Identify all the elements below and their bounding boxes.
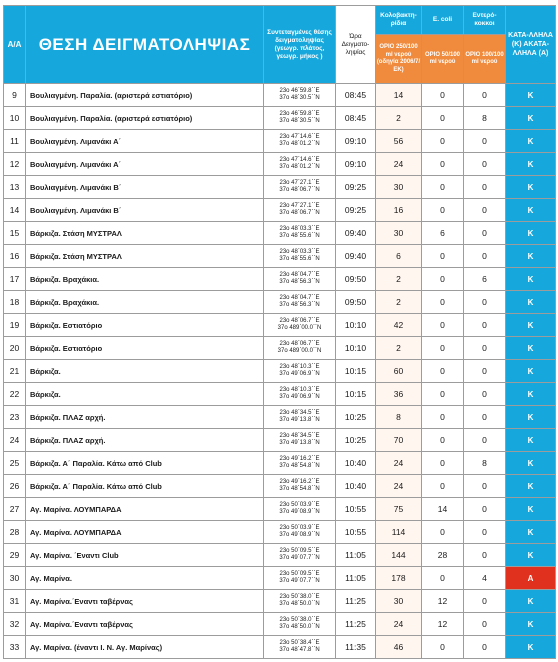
coordinate-latitude: 37o 48΄47.8΄΄N	[279, 647, 320, 653]
classification-badge: Κ	[506, 613, 556, 636]
row-number: 31	[4, 590, 26, 613]
sampling-time: 10:10	[336, 314, 376, 337]
ecoli-value: 0	[422, 107, 464, 130]
table-row	[4, 452, 556, 475]
sampling-location: Βάρκιζα. Α΄ Παραλία. Κάτω από Club	[26, 452, 264, 475]
coordinate-latitude: 37o 49΄06.9΄΄N	[279, 371, 320, 377]
table-row	[4, 291, 556, 314]
row-number: 26	[4, 475, 26, 498]
table-row	[4, 153, 556, 176]
enterococci-value: 0	[464, 360, 506, 383]
header-coliform-limit: ΟΡΙΟ 250/100 ml νερού (οδηγία 2006/7/ ΕΚ)	[376, 35, 422, 84]
ecoli-value: 28	[422, 544, 464, 567]
sampling-coordinates	[264, 153, 336, 176]
sampling-time: 11:05	[336, 567, 376, 590]
enterococci-value: 0	[464, 544, 506, 567]
coordinate-latitude: 37o 48΄01.2΄΄N	[279, 164, 320, 170]
table-row	[4, 337, 556, 360]
enterococci-value: 0	[464, 406, 506, 429]
sampling-coordinates	[264, 452, 336, 475]
coordinate-latitude: 37o 49΄13.8΄΄N	[279, 417, 320, 423]
classification-badge: Κ	[506, 636, 556, 659]
ecoli-value: 12	[422, 613, 464, 636]
sampling-location: Βάρκιζα. Βραχάκια.	[26, 291, 264, 314]
sampling-time: 09:10	[336, 130, 376, 153]
coordinate-latitude: 37o 489΄00.0΄΄N	[277, 348, 322, 354]
coordinate-longitude: 23o 48΄03.3΄΄E	[279, 249, 320, 255]
enterococci-value: 0	[464, 475, 506, 498]
sampling-location: Αγ. Μαρίνα. ΛΟΥΜΠΑΡΔΑ	[26, 521, 264, 544]
ecoli-value: 0	[422, 84, 464, 107]
enterococci-value: 6	[464, 268, 506, 291]
ecoli-value: 0	[422, 360, 464, 383]
coordinate-longitude: 23o 48΄06.7΄΄E	[279, 318, 320, 324]
coordinate-latitude: 37o 49΄13.8΄΄N	[279, 440, 320, 446]
classification-badge: Κ	[506, 544, 556, 567]
table-row	[4, 429, 556, 452]
coordinate-longitude: 23o 46΄59.8΄΄E	[279, 111, 320, 117]
enterococci-value: 0	[464, 222, 506, 245]
classification-badge: Κ	[506, 291, 556, 314]
row-number: 18	[4, 291, 26, 314]
coordinate-latitude: 37o 49΄08.9΄΄N	[279, 509, 320, 515]
ecoli-value: 0	[422, 521, 464, 544]
table-row	[4, 130, 556, 153]
sampling-location: Βάρκιζα. Α΄ Παραλία. Κάτω από Club	[26, 475, 264, 498]
sampling-location: Βουλιαγμένη. Λιμανάκι Α΄	[26, 130, 264, 153]
sampling-location: Βάρκιζα. Εστιατόριο	[26, 314, 264, 337]
sampling-coordinates	[264, 268, 336, 291]
coordinate-latitude: 37o 48΄56.3΄΄N	[279, 302, 320, 308]
sampling-coordinates	[264, 291, 336, 314]
coliform-value: 30	[376, 176, 422, 199]
sampling-location: Αγ. Μαρίνα.	[26, 567, 264, 590]
sampling-location: Αγ. Μαρίνα. (έναντι Ι. Ν. Αγ. Μαρίνας)	[26, 636, 264, 659]
sampling-location: Βάρκιζα. Εστιατόριο	[26, 337, 264, 360]
row-number: 20	[4, 337, 26, 360]
sampling-coordinates	[264, 567, 336, 590]
ecoli-value: 0	[422, 383, 464, 406]
coliform-value: 42	[376, 314, 422, 337]
row-number: 16	[4, 245, 26, 268]
sampling-coordinates	[264, 314, 336, 337]
classification-badge: Κ	[506, 176, 556, 199]
coordinate-latitude: 37o 48΄55.6΄΄N	[279, 233, 320, 239]
sampling-location: Αγ. Μαρίνα. ΄Εναντι Club	[26, 544, 264, 567]
coliform-value: 144	[376, 544, 422, 567]
table-row	[4, 406, 556, 429]
enterococci-value: 0	[464, 176, 506, 199]
header-enterococci: Εντερό-κοκκοι	[464, 6, 506, 35]
table-row	[4, 107, 556, 130]
row-number: 33	[4, 636, 26, 659]
ecoli-value: 0	[422, 337, 464, 360]
enterococci-value: 0	[464, 84, 506, 107]
coordinate-longitude: 23o 48΄34.5΄΄E	[279, 410, 320, 416]
row-number: 28	[4, 521, 26, 544]
coliform-value: 24	[376, 452, 422, 475]
classification-badge: Κ	[506, 360, 556, 383]
row-number: 15	[4, 222, 26, 245]
sampling-coordinates	[264, 613, 336, 636]
coordinate-latitude: 37o 48΄54.8΄΄N	[279, 463, 320, 469]
coordinate-longitude: 23o 46΄59.8΄΄E	[279, 88, 320, 94]
coordinate-longitude: 23o 47΄14.6΄΄E	[279, 134, 320, 140]
ecoli-value: 0	[422, 153, 464, 176]
sampling-time: 09:50	[336, 268, 376, 291]
coordinate-longitude: 23o 50΄38.0΄΄E	[279, 617, 320, 623]
coordinate-longitude: 23o 50΄38.4΄΄E	[279, 640, 320, 646]
ecoli-value: 0	[422, 475, 464, 498]
table-row	[4, 636, 556, 659]
sampling-time: 10:25	[336, 406, 376, 429]
row-number: 13	[4, 176, 26, 199]
coliform-value: 2	[376, 268, 422, 291]
enterococci-value: 4	[464, 567, 506, 590]
coordinate-latitude: 37o 48΄50.0΄΄N	[279, 601, 320, 607]
header-ecoli: E. coli	[422, 6, 464, 35]
row-number: 17	[4, 268, 26, 291]
classification-badge: Κ	[506, 337, 556, 360]
row-number: 29	[4, 544, 26, 567]
enterococci-value: 0	[464, 245, 506, 268]
coliform-value: 114	[376, 521, 422, 544]
ecoli-value: 14	[422, 498, 464, 521]
coliform-value: 6	[376, 245, 422, 268]
table-row	[4, 521, 556, 544]
sampling-location: Βουλιαγμένη. Λιμανάκι Α΄	[26, 153, 264, 176]
sampling-coordinates	[264, 337, 336, 360]
table-row	[4, 268, 556, 291]
table-row	[4, 383, 556, 406]
table-row	[4, 360, 556, 383]
sampling-time: 09:25	[336, 199, 376, 222]
enterococci-value: 0	[464, 337, 506, 360]
classification-badge: Κ	[506, 222, 556, 245]
table-row	[4, 613, 556, 636]
classification-badge: Κ	[506, 314, 556, 337]
coordinate-longitude: 23o 50΄09.5΄΄E	[279, 548, 320, 554]
sampling-location: Βάρκιζα. Βραχάκια.	[26, 268, 264, 291]
enterococci-value: 0	[464, 613, 506, 636]
coliform-value: 14	[376, 84, 422, 107]
ecoli-value: 0	[422, 429, 464, 452]
ecoli-value: 0	[422, 406, 464, 429]
ecoli-value: 0	[422, 130, 464, 153]
coordinate-longitude: 23o 50΄09.5΄΄E	[279, 571, 320, 577]
coordinate-latitude: 37o 49΄07.7΄΄N	[279, 578, 320, 584]
sampling-coordinates	[264, 245, 336, 268]
header-classification: ΚΑΤΑ-ΛΛΗΛΑ (Κ) ΑΚΑΤΑ-ΛΛΗΛΑ (Α)	[506, 6, 556, 84]
coordinate-latitude: 37o 49΄06.9΄΄N	[279, 394, 320, 400]
row-number: 14	[4, 199, 26, 222]
sampling-time: 08:45	[336, 84, 376, 107]
coordinate-latitude: 37o 48΄54.8΄΄N	[279, 486, 320, 492]
sampling-time: 10:55	[336, 521, 376, 544]
classification-badge: Κ	[506, 383, 556, 406]
coliform-value: 75	[376, 498, 422, 521]
enterococci-value: 0	[464, 429, 506, 452]
classification-badge: Κ	[506, 429, 556, 452]
table-row	[4, 222, 556, 245]
header-ecoli-limit: ΟΡΙΟ 50/100 ml νερού	[422, 35, 464, 84]
coliform-value: 46	[376, 636, 422, 659]
coordinate-longitude: 23o 50΄03.9΄΄E	[279, 502, 320, 508]
enterococci-value: 0	[464, 498, 506, 521]
row-number: 21	[4, 360, 26, 383]
sampling-location: Αγ. Μαρίνα.΄Εναντι ταβέρνας	[26, 590, 264, 613]
ecoli-value: 0	[422, 452, 464, 475]
coliform-value: 30	[376, 222, 422, 245]
coordinate-longitude: 23o 47΄27.1΄΄E	[279, 180, 320, 186]
coliform-value: 56	[376, 130, 422, 153]
coordinate-latitude: 37o 48΄55.6΄΄N	[279, 256, 320, 262]
sampling-coordinates	[264, 544, 336, 567]
ecoli-value: 0	[422, 176, 464, 199]
coordinate-latitude: 37o 48΄06.7΄΄N	[279, 210, 320, 216]
sampling-location: Βάρκιζα. ΠΛΑΖ αρχή.	[26, 429, 264, 452]
row-number: 10	[4, 107, 26, 130]
sampling-coordinates	[264, 176, 336, 199]
classification-badge: Κ	[506, 130, 556, 153]
coliform-value: 16	[376, 199, 422, 222]
coordinate-longitude: 23o 50΄38.0΄΄E	[279, 594, 320, 600]
sampling-coordinates	[264, 199, 336, 222]
coordinate-latitude: 37o 49΄07.7΄΄N	[279, 555, 320, 561]
sampling-time: 09:10	[336, 153, 376, 176]
sampling-coordinates	[264, 498, 336, 521]
enterococci-value: 0	[464, 130, 506, 153]
table-row	[4, 199, 556, 222]
sampling-time: 09:40	[336, 245, 376, 268]
header-sampling-time: Ώρα Δειγματο-ληψίας	[336, 6, 376, 84]
sampling-time: 11:25	[336, 590, 376, 613]
table-row	[4, 314, 556, 337]
sampling-coordinates	[264, 521, 336, 544]
coliform-value: 30	[376, 590, 422, 613]
ecoli-value: 0	[422, 291, 464, 314]
coliform-value: 8	[376, 406, 422, 429]
header-entero-limit: ΟΡΙΟ 100/100 ml νερού	[464, 35, 506, 84]
header-coordinates: Συντεταγμένες θέσης δειγματοληψίας (γεωγρ. πλάτος, γεωγρ. μήκος )	[264, 6, 336, 84]
table-row	[4, 245, 556, 268]
classification-badge: Κ	[506, 498, 556, 521]
coliform-value: 36	[376, 383, 422, 406]
row-number: 12	[4, 153, 26, 176]
coliform-value: 60	[376, 360, 422, 383]
sampling-time: 11:05	[336, 544, 376, 567]
coordinate-longitude: 23o 47΄27.1΄΄E	[279, 203, 320, 209]
ecoli-value: 6	[422, 222, 464, 245]
row-number: 24	[4, 429, 26, 452]
row-number: 22	[4, 383, 26, 406]
classification-badge: Α	[506, 567, 556, 590]
coordinate-longitude: 23o 48΄04.7΄΄E	[279, 272, 320, 278]
sampling-time: 09:50	[336, 291, 376, 314]
table-body	[4, 84, 556, 659]
coliform-value: 24	[376, 153, 422, 176]
enterococci-value: 0	[464, 590, 506, 613]
coordinate-longitude: 23o 48΄06.7΄΄E	[279, 341, 320, 347]
sampling-time: 08:45	[336, 107, 376, 130]
sampling-location: Βουλιαγμένη. Λιμανάκι Β΄	[26, 176, 264, 199]
row-number: 9	[4, 84, 26, 107]
coordinate-latitude: 37o 48΄01.2΄΄N	[279, 141, 320, 147]
sampling-coordinates	[264, 406, 336, 429]
coliform-value: 2	[376, 291, 422, 314]
sampling-coordinates	[264, 130, 336, 153]
enterococci-value: 0	[464, 291, 506, 314]
sampling-location: Βουλιαγμένη. Παραλία. (αριστερά εστιατόριο)	[26, 84, 264, 107]
coordinate-longitude: 23o 49΄16.2΄΄E	[279, 479, 320, 485]
table-row	[4, 176, 556, 199]
sampling-coordinates	[264, 590, 336, 613]
coordinate-latitude: 37o 49΄08.9΄΄N	[279, 532, 320, 538]
enterococci-value: 0	[464, 636, 506, 659]
sampling-time: 10:40	[336, 475, 376, 498]
coordinate-longitude: 23o 48΄10.3΄΄E	[279, 364, 320, 370]
sampling-results-table	[3, 5, 556, 659]
ecoli-value: 0	[422, 245, 464, 268]
sampling-location: Αγ. Μαρίνα.΄Εναντι ταβέρνας	[26, 613, 264, 636]
table-header	[4, 6, 556, 84]
coordinate-longitude: 23o 48΄03.3΄΄E	[279, 226, 320, 232]
coordinate-latitude: 37o 489΄00.0΄΄N	[277, 325, 322, 331]
sampling-coordinates	[264, 360, 336, 383]
sampling-location: Αγ. Μαρίνα. ΛΟΥΜΠΑΡΔΑ	[26, 498, 264, 521]
sampling-location: Βάρκιζα. ΠΛΑΖ αρχή.	[26, 406, 264, 429]
classification-badge: Κ	[506, 521, 556, 544]
sampling-location: Βουλιαγμένη. Παραλία. (αριστερά εστιατόριο)	[26, 107, 264, 130]
classification-badge: Κ	[506, 475, 556, 498]
sampling-time: 10:15	[336, 383, 376, 406]
row-number: 25	[4, 452, 26, 475]
enterococci-value: 0	[464, 314, 506, 337]
sampling-coordinates	[264, 429, 336, 452]
table-row	[4, 567, 556, 590]
table-row	[4, 590, 556, 613]
table-row	[4, 84, 556, 107]
enterococci-value: 0	[464, 383, 506, 406]
enterococci-value: 8	[464, 107, 506, 130]
sampling-time: 10:55	[336, 498, 376, 521]
sampling-coordinates	[264, 222, 336, 245]
coordinate-latitude: 37o 48΄50.0΄΄N	[279, 624, 320, 630]
ecoli-value: 12	[422, 590, 464, 613]
sampling-results-sheet	[3, 5, 555, 659]
sampling-time: 10:25	[336, 429, 376, 452]
ecoli-value: 0	[422, 314, 464, 337]
classification-badge: Κ	[506, 199, 556, 222]
sampling-location: Βάρκιζα. Στάση ΜΥΣΤΡΑΛ	[26, 222, 264, 245]
sampling-time: 11:25	[336, 613, 376, 636]
coliform-value: 2	[376, 337, 422, 360]
table-row	[4, 498, 556, 521]
sampling-location: Βάρκιζα.	[26, 383, 264, 406]
sampling-location: Βουλιαγμένη. Λιμανάκι Β΄	[26, 199, 264, 222]
enterococci-value: 0	[464, 153, 506, 176]
coliform-value: 178	[376, 567, 422, 590]
sampling-time: 09:25	[336, 176, 376, 199]
sampling-coordinates	[264, 107, 336, 130]
classification-badge: Κ	[506, 590, 556, 613]
row-number: 23	[4, 406, 26, 429]
sampling-coordinates	[264, 84, 336, 107]
classification-badge: Κ	[506, 268, 556, 291]
ecoli-value: 0	[422, 636, 464, 659]
coordinate-latitude: 37o 48΄06.7΄΄N	[279, 187, 320, 193]
coliform-value: 24	[376, 475, 422, 498]
classification-badge: Κ	[506, 153, 556, 176]
coordinate-longitude: 23o 50΄03.9΄΄E	[279, 525, 320, 531]
row-number: 30	[4, 567, 26, 590]
row-number: 19	[4, 314, 26, 337]
sampling-time: 10:10	[336, 337, 376, 360]
coordinate-latitude: 37o 48΄30.5΄΄N	[279, 118, 320, 124]
sampling-coordinates	[264, 475, 336, 498]
ecoli-value: 0	[422, 199, 464, 222]
sampling-coordinates	[264, 383, 336, 406]
table-row	[4, 544, 556, 567]
enterococci-value: 0	[464, 521, 506, 544]
sampling-location: Βάρκιζα.	[26, 360, 264, 383]
coordinate-latitude: 37o 48΄30.5΄΄N	[279, 95, 320, 101]
row-number: 27	[4, 498, 26, 521]
sampling-coordinates	[264, 636, 336, 659]
ecoli-value: 0	[422, 268, 464, 291]
coliform-value: 2	[376, 107, 422, 130]
row-number: 32	[4, 613, 26, 636]
table-row	[4, 475, 556, 498]
sampling-time: 10:40	[336, 452, 376, 475]
ecoli-value: 0	[422, 567, 464, 590]
sampling-time: 10:15	[336, 360, 376, 383]
classification-badge: Κ	[506, 406, 556, 429]
enterococci-value: 8	[464, 452, 506, 475]
header-aa: Α/Α	[4, 6, 26, 84]
classification-badge: Κ	[506, 452, 556, 475]
coordinate-longitude: 23o 48΄10.3΄΄E	[279, 387, 320, 393]
sampling-location: Βάρκιζα. Στάση ΜΥΣΤΡΑΛ	[26, 245, 264, 268]
coordinate-latitude: 37o 48΄56.3΄΄N	[279, 279, 320, 285]
sampling-time: 09:40	[336, 222, 376, 245]
enterococci-value: 0	[464, 199, 506, 222]
classification-badge: Κ	[506, 245, 556, 268]
classification-badge: Κ	[506, 84, 556, 107]
coordinate-longitude: 23o 48΄34.5΄΄E	[279, 433, 320, 439]
header-title: ΘΕΣΗ ΔΕΙΓΜΑΤΟΛΗΨΙΑΣ	[26, 6, 264, 84]
row-number: 11	[4, 130, 26, 153]
sampling-time: 11:35	[336, 636, 376, 659]
coliform-value: 70	[376, 429, 422, 452]
header-coliform: Κολοβακτη-ρίδια	[376, 6, 422, 35]
coordinate-longitude: 23o 48΄04.7΄΄E	[279, 295, 320, 301]
coordinate-longitude: 23o 47΄14.6΄΄E	[279, 157, 320, 163]
coliform-value: 24	[376, 613, 422, 636]
classification-badge: Κ	[506, 107, 556, 130]
coordinate-longitude: 23o 49΄16.2΄΄E	[279, 456, 320, 462]
